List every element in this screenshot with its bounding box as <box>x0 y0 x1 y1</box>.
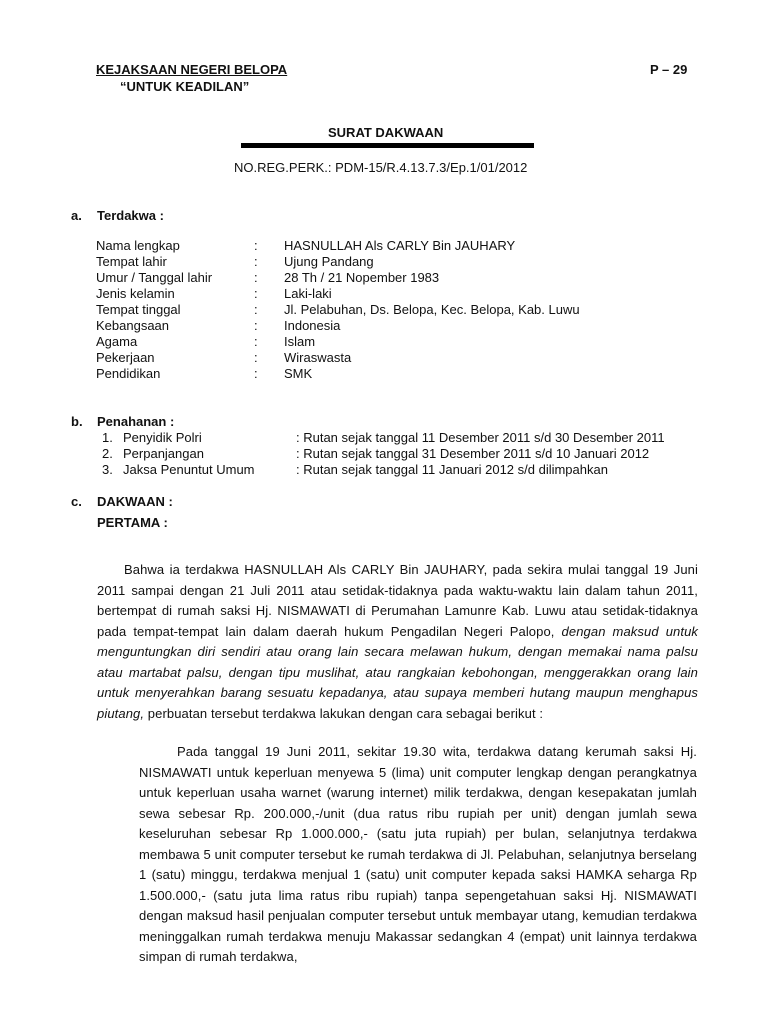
field-colon: : <box>254 270 258 285</box>
field-value: Jl. Pelabuhan, Ds. Belopa, Kec. Belopa, Kab. Luwu <box>284 302 580 317</box>
section-b-heading: Penahanan : <box>97 414 175 429</box>
form-code: P – 29 <box>650 62 688 77</box>
field-value: Islam <box>284 334 316 349</box>
field-row <box>96 270 696 286</box>
intro-closing-text: perbuatan tersebut terdakwa lakukan dengan cara sebagai berikut : <box>147 705 544 721</box>
field-value: HASNULLAH Als CARLY Bin JAUHARY <box>284 238 516 253</box>
item-detail: : Rutan sejak tanggal 11 Desember 2011 s/d 30 Desember 2011 <box>296 430 665 445</box>
intro-italic-text: dengan maksud untuk menguntungkan diri sendiri atau orang lain secara melawan hukum, dengan memakai nama palsu atau martabat palsu, dengan tipu muslihat, atau rangkaian kebohongan, menggerakkan orang lain untuk menyerahkan barang sesuatu kepadanya, atau supaya memberi hutang maupun menghapus piutang, <box>97 623 698 721</box>
section-a-heading: Terdakwa : <box>97 208 164 223</box>
detention-item <box>102 462 722 478</box>
detention-item <box>102 430 722 446</box>
item-label: Penyidik Polri <box>123 430 202 445</box>
section-b-marker: b. <box>71 414 83 429</box>
title-rule <box>241 143 534 148</box>
field-colon: : <box>254 366 258 381</box>
item-label: Jaksa Penuntut Umum <box>123 462 255 477</box>
field-row <box>96 302 696 318</box>
section-c-subheading: PERTAMA : <box>97 515 168 530</box>
field-value: Laki-laki <box>284 286 332 301</box>
field-label: Nama lengkap <box>96 238 180 253</box>
item-number: 2. <box>102 446 113 461</box>
field-value: 28 Th / 21 Nopember 1983 <box>284 270 440 285</box>
field-label: Pekerjaan <box>96 350 155 365</box>
field-label: Umur / Tanggal lahir <box>96 270 213 285</box>
field-label: Pendidikan <box>96 366 161 381</box>
field-colon: : <box>254 254 258 269</box>
field-colon: : <box>254 318 258 333</box>
item-label: Perpanjangan <box>123 446 204 461</box>
intro-plain-text: Bahwa ia terdakwa HASNULLAH Als CARLY Bin JAUHARY, pada sekira mulai tanggal 19 Juni 2011 sampai dengan 21 Juli 2011 atau setidak-tidaknya pada waktu-waktu lain dalam tahun 2011, bertempat di rumah saksi Hj. NISMAWATI di Perumahan Lamunre Kab. Luwu atau setidak-tidaknya pada tempat-tempat lain dalam daerah hukum Pengadilan Negeri Palopo, <box>97 562 698 639</box>
field-value: Indonesia <box>284 318 341 333</box>
field-colon: : <box>254 238 258 253</box>
field-value: Wiraswasta <box>284 350 352 365</box>
field-value: Ujung Pandang <box>284 254 374 269</box>
office-motto: “UNTUK KEADILAN” <box>120 79 250 94</box>
field-label: Jenis kelamin <box>96 286 175 301</box>
field-label: Tempat tinggal <box>96 302 181 317</box>
office-name: KEJAKSAAN NEGERI BELOPA <box>96 62 288 77</box>
field-row <box>96 350 696 366</box>
facts-text: Pada tanggal 19 Juni 2011, sekitar 19.30 wita, terdakwa datang kerumah saksi Hj. NISMAWATI untuk keperluan menyewa 5 (lima) unit computer lengkap dengan perangkatnya untuk keperluan usaha warnet (warung internet) milik terdakwa, dengan kesepakatan jumlah sewa sebesar Rp. 200.000,-/unit (dua ratus ribu rupiah per unit) dengan jumlah sewa keseluruhan sebesar Rp 1.000.000,- (satu juta rupiah) per bulan, selanjutnya terdakwa membawa 5 unit computer tersebut ke rumah terdakwa di Jl. Pelabuhan, selanjutnya berselang 1 (satu) minggu, terdakwa menjual 1 (satu) unit computer kepada saksi HAMKA seharga Rp 1.500.000,- (satu juta lima ratus ribu rupiah) tanpa sepengetahuan saksi Hj. NISMAWATI dengan maksud hasil penjualan computer tersebut untuk membayar utang, kemudian terdakwa meninggalkan rumah terdakwa menuju Makassar sedangkan 4 (empat) unit lainnya terdakwa simpan di rumah terdakwa, <box>139 744 697 964</box>
field-colon: : <box>254 302 258 317</box>
item-number: 1. <box>102 430 113 445</box>
field-row <box>96 286 696 302</box>
item-detail: : Rutan sejak tanggal 31 Desember 2011 s/d 10 Januari 2012 <box>296 446 650 461</box>
charge-paragraph-facts <box>139 742 697 968</box>
field-row <box>96 318 696 334</box>
field-label: Kebangsaan <box>96 318 170 333</box>
field-colon: : <box>254 334 258 349</box>
document-title: SURAT DAKWAAN <box>328 125 444 140</box>
section-c-heading: DAKWAAN : <box>97 494 173 509</box>
item-detail: : Rutan sejak tanggal 11 Januari 2012 s/d dilimpahkan <box>296 462 608 477</box>
field-value: SMK <box>284 366 313 381</box>
field-row <box>96 334 696 350</box>
field-row <box>96 238 696 254</box>
section-c-marker: c. <box>71 494 82 509</box>
field-row <box>96 254 696 270</box>
charge-paragraph-intro <box>97 560 698 724</box>
field-label: Agama <box>96 334 138 349</box>
field-colon: : <box>254 350 258 365</box>
section-a-marker: a. <box>71 208 82 223</box>
registration-number: NO.REG.PERK.: PDM-15/R.4.13.7.3/Ep.1/01/2012 <box>234 160 528 175</box>
item-number: 3. <box>102 462 113 477</box>
detention-item <box>102 446 722 462</box>
field-row <box>96 366 696 382</box>
field-colon: : <box>254 286 258 301</box>
field-label: Tempat lahir <box>96 254 167 269</box>
